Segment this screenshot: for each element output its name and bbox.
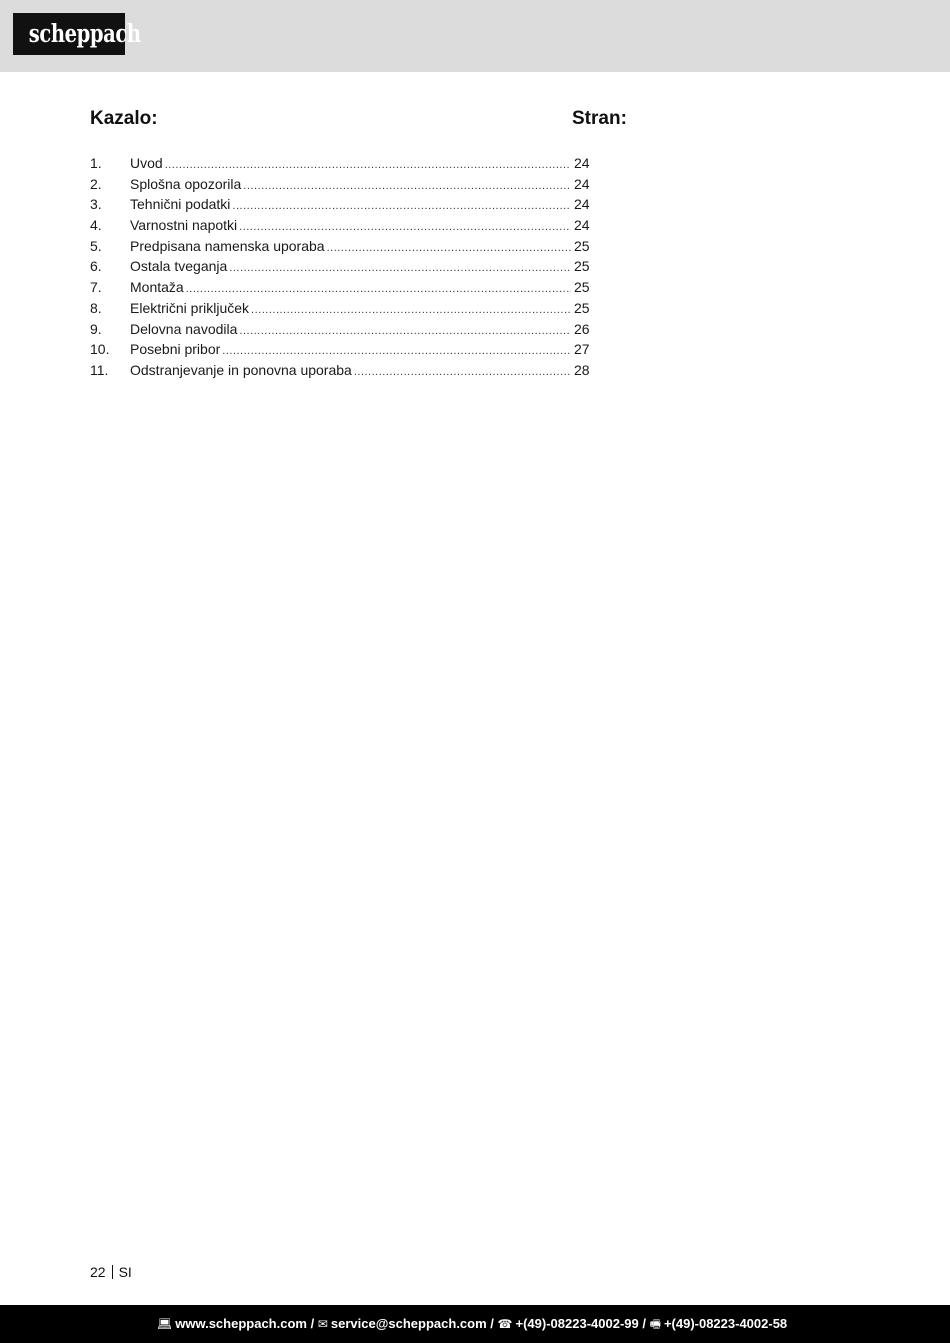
toc-leader-dots (165, 155, 571, 176)
toc-entry-page: 24 (574, 155, 590, 171)
toc-entry-page: 25 (574, 279, 590, 296)
toc-entry[interactable] (90, 153, 590, 174)
toc-entry-label: Tehnični podatki (130, 196, 231, 213)
toc-entry-page: 24 (574, 196, 590, 213)
toc-entry[interactable] (90, 256, 590, 277)
toc-entry[interactable] (90, 194, 590, 215)
contact-separator: / (310, 1316, 315, 1331)
toc-entry-label: Električni priključek (130, 299, 250, 316)
toc-entry-number: 8. (90, 299, 102, 316)
toc-entry-label: Predpisana namenska uporaba (130, 237, 325, 254)
toc-entry-page: 28 (574, 361, 590, 378)
toc-entry-number: 7. (90, 279, 102, 296)
toc-entry[interactable] (90, 339, 590, 360)
toc-entry-label: Splošna opozorila (130, 175, 242, 192)
toc-entry[interactable] (90, 360, 590, 381)
toc-entry-page: 25 (574, 299, 590, 316)
toc-entry-number: 4. (90, 217, 102, 234)
toc-entry-label: Varnostni napotki (130, 217, 238, 234)
envelope-icon: ✉︎ (317, 1317, 328, 1331)
toc-leader-dots (232, 196, 571, 217)
toc-entry-label: Posebni pribor (130, 341, 221, 358)
website-link[interactable]: www.scheppach.com (175, 1316, 307, 1331)
toc-entry-number: 10. (90, 341, 110, 358)
toc-entry[interactable] (90, 174, 590, 195)
scheppach-logo: scheppach (13, 13, 125, 55)
footer-divider (112, 1265, 113, 1279)
toc-entry-label: Ostala tveganja (130, 258, 228, 275)
email-link[interactable]: service@scheppach.com (330, 1316, 487, 1331)
toc-leader-dots (327, 238, 571, 259)
fax-number: +(49)-08223-4002-58 (663, 1316, 788, 1331)
page-number-footer (90, 1264, 132, 1280)
toc-entry-page: 27 (574, 341, 590, 358)
toc-page-column-title: Stran: (572, 108, 627, 129)
toc-entry-page: 25 (574, 258, 590, 275)
contact-separator: / (642, 1316, 646, 1331)
contact-separator: / (490, 1316, 494, 1331)
toc-entry-number: 11. (90, 361, 109, 378)
toc-leader-dots (222, 341, 571, 362)
toc-entry-label: Delovna navodila (130, 320, 238, 337)
toc-leader-dots (229, 258, 571, 279)
toc-leader-dots (239, 217, 571, 238)
contact-bar (0, 1305, 950, 1343)
computer-icon: 💻︎ (157, 1317, 173, 1331)
toc-entry-number: 6. (90, 258, 102, 275)
toc-entry[interactable] (90, 319, 590, 340)
toc-entry-number: 5. (90, 237, 102, 254)
toc-entry-page: 24 (574, 217, 590, 234)
telephone-icon: ☎︎ (497, 1317, 513, 1331)
toc-entry[interactable] (90, 215, 590, 236)
toc-entry-page: 24 (574, 175, 590, 192)
toc-leader-dots (186, 279, 571, 300)
toc-leader-dots (354, 362, 571, 383)
toc-entry-page: 26 (574, 320, 590, 337)
toc-entry-number: 3. (90, 196, 102, 213)
toc-leader-dots (239, 321, 571, 342)
toc-entry-page: 25 (574, 237, 590, 254)
toc-title: Kazalo: (90, 108, 158, 129)
toc-entry-label: Montaža (130, 279, 184, 296)
toc-entry[interactable] (90, 236, 590, 257)
toc-entry[interactable] (90, 298, 590, 319)
toc-list (90, 153, 590, 381)
toc-leader-dots (251, 300, 571, 321)
toc-entry-number: 9. (90, 320, 102, 337)
toc-entry-number: 2. (90, 175, 102, 192)
toc-entry-label: Uvod (130, 155, 163, 171)
fax-icon: 🖷︎ (649, 1317, 661, 1331)
phone-number: +(49)-08223-4002-99 (515, 1316, 639, 1331)
language-code: SI (118, 1264, 132, 1280)
page-number: 22 (90, 1264, 106, 1280)
toc-entry-label: Odstranjevanje in ponovna uporaba (130, 361, 352, 378)
toc-leader-dots (243, 176, 571, 197)
toc-entry[interactable] (90, 277, 590, 298)
toc-entry-number: 1. (90, 155, 102, 171)
page-header (0, 0, 950, 72)
